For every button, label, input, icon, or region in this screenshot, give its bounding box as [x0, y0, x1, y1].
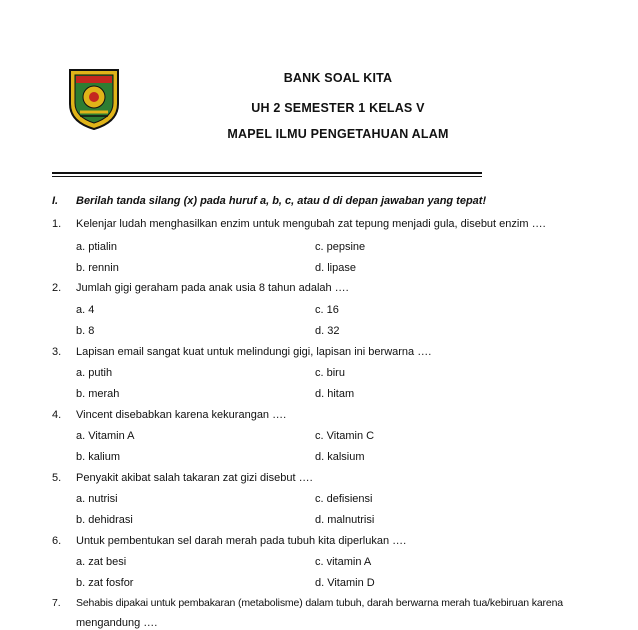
option-d: d. 32	[315, 325, 340, 337]
option-a: a. zat besi	[76, 556, 127, 568]
question-text-continued: mengandung ….	[76, 617, 158, 629]
option-b: b. 8	[76, 325, 95, 337]
option-c: c. vitamin A	[315, 556, 372, 568]
section-number: I.	[52, 195, 59, 207]
option-b: b. kalium	[76, 451, 121, 463]
option-b: b. rennin	[76, 262, 119, 274]
option-b: b. dehidrasi	[76, 514, 133, 526]
option-d: d. lipase	[315, 262, 356, 274]
subject-title: MAPEL ILMU PENGETAHUAN ALAM	[227, 127, 449, 141]
question-number: 2.	[52, 282, 62, 294]
option-a: a. ptialin	[76, 241, 117, 253]
question-number: 1.	[52, 218, 62, 230]
option-a: a. putih	[76, 367, 113, 379]
option-a: a. nutrisi	[76, 493, 118, 505]
option-d: d. malnutrisi	[315, 514, 375, 526]
page-title: BANK SOAL KITA	[283, 71, 393, 85]
instruction-text: Berilah tanda silang (x) pada huruf a, b, c, atau d di depan jawaban yang tepat!	[76, 195, 487, 207]
option-d: d. hitam	[315, 388, 355, 400]
question-number: 6.	[52, 535, 62, 547]
question-number: 7.	[52, 597, 61, 609]
question-number: 3.	[52, 346, 62, 358]
option-c: c. Vitamin C	[315, 430, 375, 442]
exam-subtitle: UH 2 SEMESTER 1 KELAS V	[251, 101, 425, 115]
question-text: Sehabis dipakai untuk pembakaran (metabolisme) dalam tubuh, darah berwarna merah tua/kebiruan karena	[76, 597, 563, 609]
option-b: b. merah	[76, 388, 120, 400]
option-c: c. defisiensi	[315, 493, 373, 505]
option-c: c. biru	[315, 367, 345, 379]
question-number: 4.	[52, 409, 62, 421]
option-d: d. kalsium	[315, 451, 365, 463]
header-rule-thick	[52, 172, 482, 174]
question-text: Jumlah gigi geraham pada anak usia 8 tahun adalah ….	[76, 282, 349, 294]
option-a: a. 4	[76, 304, 95, 316]
question-text: Penyakit akibat salah takaran zat gizi disebut ….	[76, 472, 313, 484]
question-number: 5.	[52, 472, 62, 484]
header-rule-thin	[52, 176, 482, 177]
option-c: c. 16	[315, 304, 339, 316]
option-b: b. zat fosfor	[76, 577, 134, 589]
regional-emblem-icon	[66, 66, 122, 132]
option-c: c. pepsine	[315, 241, 366, 253]
question-text: Kelenjar ludah menghasilkan enzim untuk mengubah zat tepung menjadi gula, disebut enzim ….	[76, 218, 546, 230]
option-d: d. Vitamin D	[315, 577, 375, 589]
option-a: a. Vitamin A	[76, 430, 135, 442]
question-text: Untuk pembentukan sel darah merah pada tubuh kita diperlukan ….	[76, 535, 407, 547]
question-text: Lapisan email sangat kuat untuk melindungi gigi, lapisan ini berwarna ….	[76, 346, 432, 358]
question-text: Vincent disebabkan karena kekurangan ….	[76, 409, 287, 421]
